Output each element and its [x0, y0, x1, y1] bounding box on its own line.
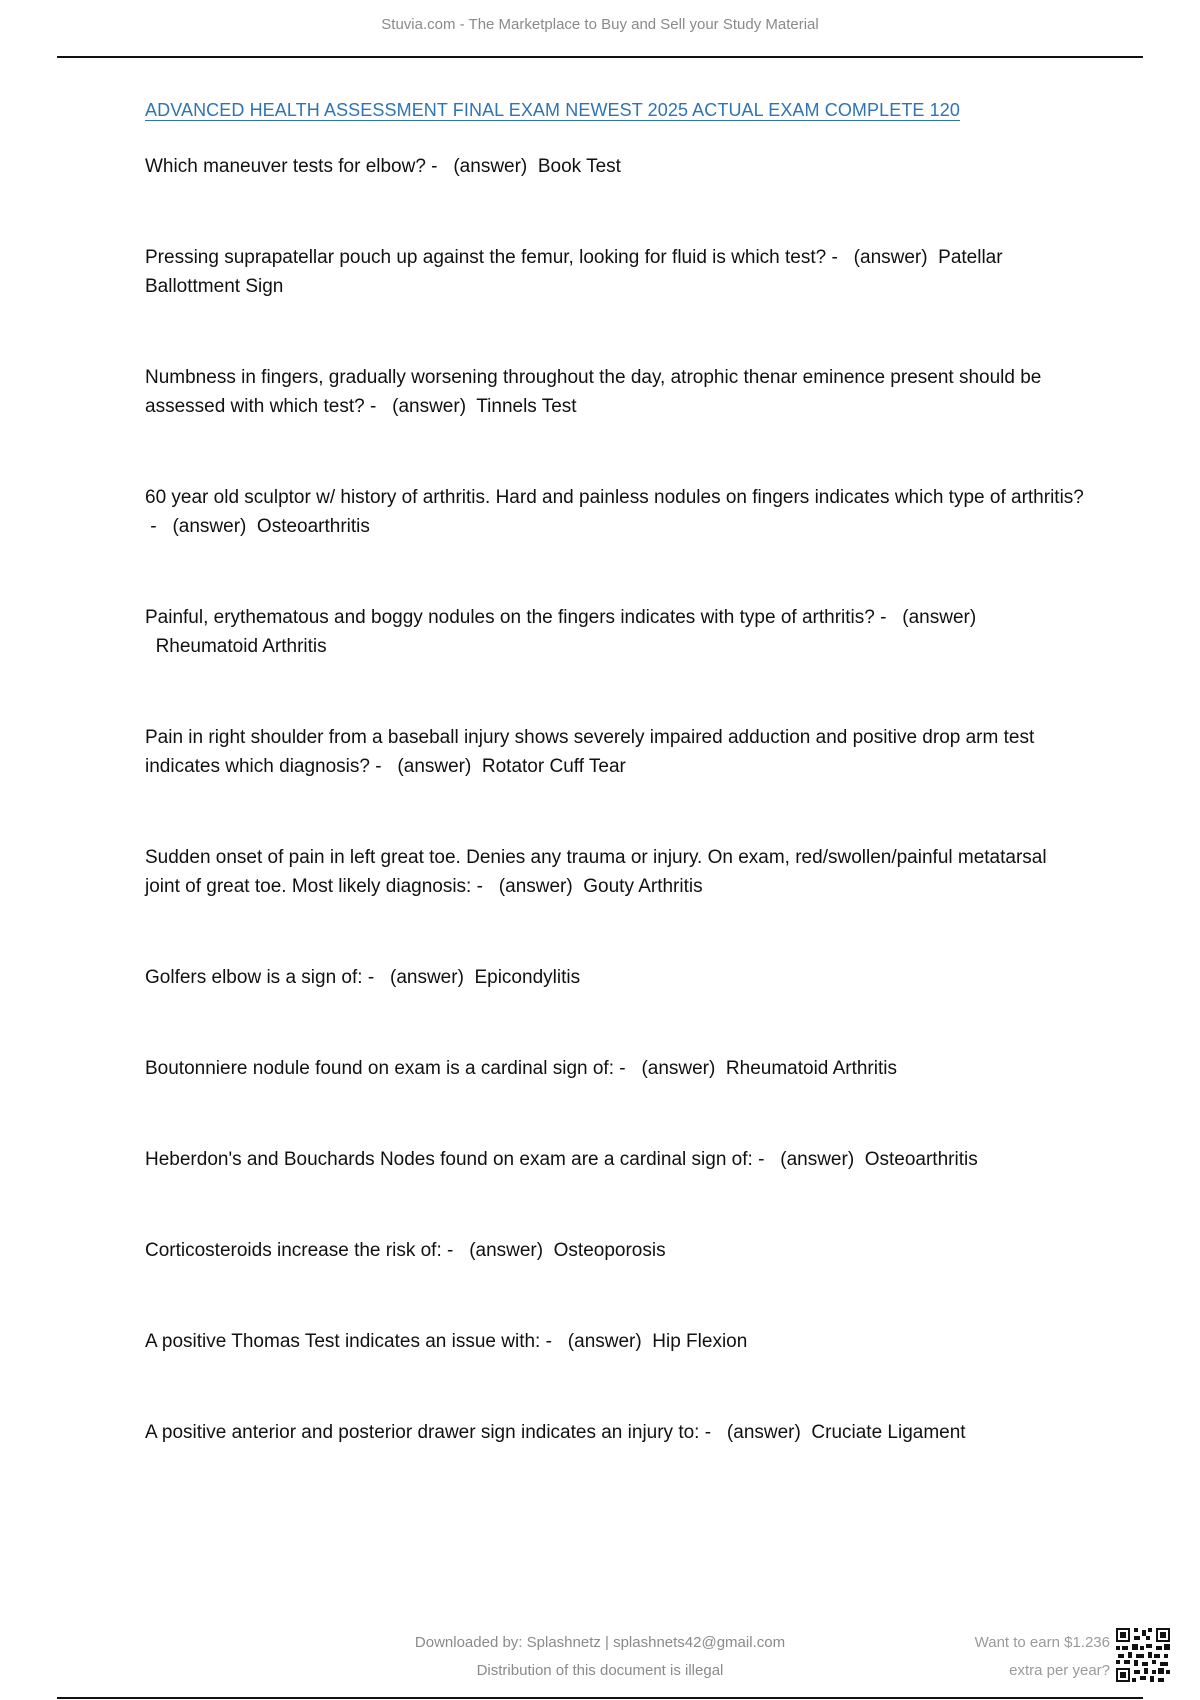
question-text: Pain in right shoulder from a baseball injury shows severely impaired adduction and positive drop arm test indicates which diagnosis? [145, 727, 1035, 777]
answer-marker: (answer) [453, 156, 528, 177]
answer-text: Patellar Ballottment Sign [145, 247, 1003, 297]
question-text: A positive anterior and posterior drawer sign indicates an injury to: [145, 1422, 700, 1443]
answer-marker: (answer) [390, 967, 464, 988]
qa-item: A positive anterior and posterior drawer sign indicates an injury to: - (answer) Cruciate Ligament [145, 1422, 966, 1443]
earn-line-1: Want to earn $1.236 [974, 1634, 1110, 1651]
answer-text: Osteoarthritis [864, 1149, 978, 1170]
answer-marker: (answer) [469, 1240, 544, 1261]
question-text: Corticosteroids increase the risk of: [145, 1240, 442, 1261]
answer-text: Hip Flexion [652, 1331, 748, 1352]
qa-item: Sudden onset of pain in left great toe. Denies any trauma or injury. On exam, red/swollen/painful metatarsal joint of great toe. Most likely diagnosis: - (answer) Gouty Arthritis [145, 847, 1047, 897]
qa-item: Painful, erythematous and boggy nodules on the fingers indicates with type of arthritis? - (answer) Rheumatoid Arthritis [145, 607, 977, 657]
qa-item: Which maneuver tests for elbow? - (answer) Book Test [145, 156, 621, 177]
answer-text: Tinnels Test [476, 396, 577, 417]
question-text: Heberdon's and Bouchards Nodes found on exam are a cardinal sign of: [145, 1149, 753, 1170]
answer-marker: (answer) [567, 1331, 642, 1352]
earn-line-2: extra per year? [1009, 1662, 1110, 1679]
question-text: Boutonniere nodule found on exam is a cardinal sign of: [145, 1058, 614, 1079]
document-title-link[interactable]: ADVANCED HEALTH ASSESSMENT FINAL EXAM NEWEST 2025 ACTUAL EXAM COMPLETE 120 [145, 100, 960, 120]
answer-text: Rotator Cuff Tear [481, 756, 626, 777]
answer-marker: (answer) [726, 1422, 801, 1443]
qa-item: Boutonniere nodule found on exam is a cardinal sign of: - (answer) Rheumatoid Arthritis [145, 1058, 897, 1079]
footer-divider [57, 1697, 1143, 1699]
answer-marker: (answer) [172, 516, 247, 537]
answer-marker: (answer) [397, 756, 472, 777]
question-text: Numbness in fingers, gradually worsening throughout the day, atrophic thenar eminence present should be assessed with which test? [145, 367, 1042, 417]
answer-text: Gouty Arthritis [583, 876, 703, 897]
downloaded-by-text: Downloaded by: Splashnetz | splashnets42@gmail.com [414, 1634, 786, 1651]
answer-marker: (answer) [780, 1149, 855, 1170]
answer-text: Book Test [537, 156, 621, 177]
qa-item: 60 year old sculptor w/ history of arthritis. Hard and painless nodules on fingers indicates which type of arthritis? - (answer) Osteoarthritis [145, 487, 1084, 537]
footer-download-info [380, 1629, 820, 1685]
answer-marker: (answer) [498, 876, 573, 897]
qa-item: Pressing suprapatellar pouch up against the femur, looking for fluid is which test? - (answer) Patellar Ballottment Sign [145, 247, 1003, 297]
answer-marker: (answer) [902, 607, 977, 628]
answer-marker: (answer) [392, 396, 467, 417]
qr-code-icon[interactable] [1116, 1628, 1170, 1682]
answer-text: Rheumatoid Arthritis [155, 636, 327, 657]
answer-text: Rheumatoid Arthritis [725, 1058, 897, 1079]
header-divider [57, 56, 1143, 58]
qa-item: Numbness in fingers, gradually worsening throughout the day, atrophic thenar eminence present should be assessed with which test? - (answer) Tinnels Test [145, 367, 1042, 417]
qa-item: Golfers elbow is a sign of: - (answer) Epicondylitis [145, 967, 581, 988]
earn-promo-link[interactable] [975, 1629, 1110, 1685]
answer-text: Osteoarthritis [256, 516, 370, 537]
site-header-text: Stuvia.com - The Marketplace to Buy and Sell your Study Material [381, 16, 819, 33]
distribution-notice: Distribution of this document is illegal [476, 1662, 724, 1679]
answer-text: Epicondylitis [474, 967, 581, 988]
answer-marker: (answer) [641, 1058, 716, 1079]
qa-item: Pain in right shoulder from a baseball injury shows severely impaired adduction and positive drop arm test indicates which diagnosis? - (answer) Rotator Cuff Tear [145, 727, 1035, 777]
answer-text: Cruciate Ligament [811, 1422, 966, 1443]
answer-marker: (answer) [853, 247, 928, 268]
answer-text: Osteoporosis [553, 1240, 666, 1261]
question-text: Pressing suprapatellar pouch up against the femur, looking for fluid is which test? [145, 247, 827, 268]
qa-item: A positive Thomas Test indicates an issue with: - (answer) Hip Flexion [145, 1331, 748, 1352]
question-text: Painful, erythematous and boggy nodules on the fingers indicates with type of arthritis? [145, 607, 875, 628]
question-text: 60 year old sculptor w/ history of arthritis. Hard and painless nodules on fingers indicates which type of arthritis? [145, 487, 1084, 508]
question-text: Sudden onset of pain in left great toe. Denies any trauma or injury. On exam, red/swollen/painful metatarsal joint of great toe. Most likely diagnosis: [145, 847, 1047, 897]
question-text: Golfers elbow is a sign of: [145, 967, 363, 988]
question-text: A positive Thomas Test indicates an issue with: [145, 1331, 541, 1352]
qa-item: Corticosteroids increase the risk of: - (answer) Osteoporosis [145, 1240, 666, 1261]
qa-item: Heberdon's and Bouchards Nodes found on exam are a cardinal sign of: - (answer) Osteoarthritis [145, 1149, 978, 1170]
question-text: Which maneuver tests for elbow? [145, 156, 426, 177]
